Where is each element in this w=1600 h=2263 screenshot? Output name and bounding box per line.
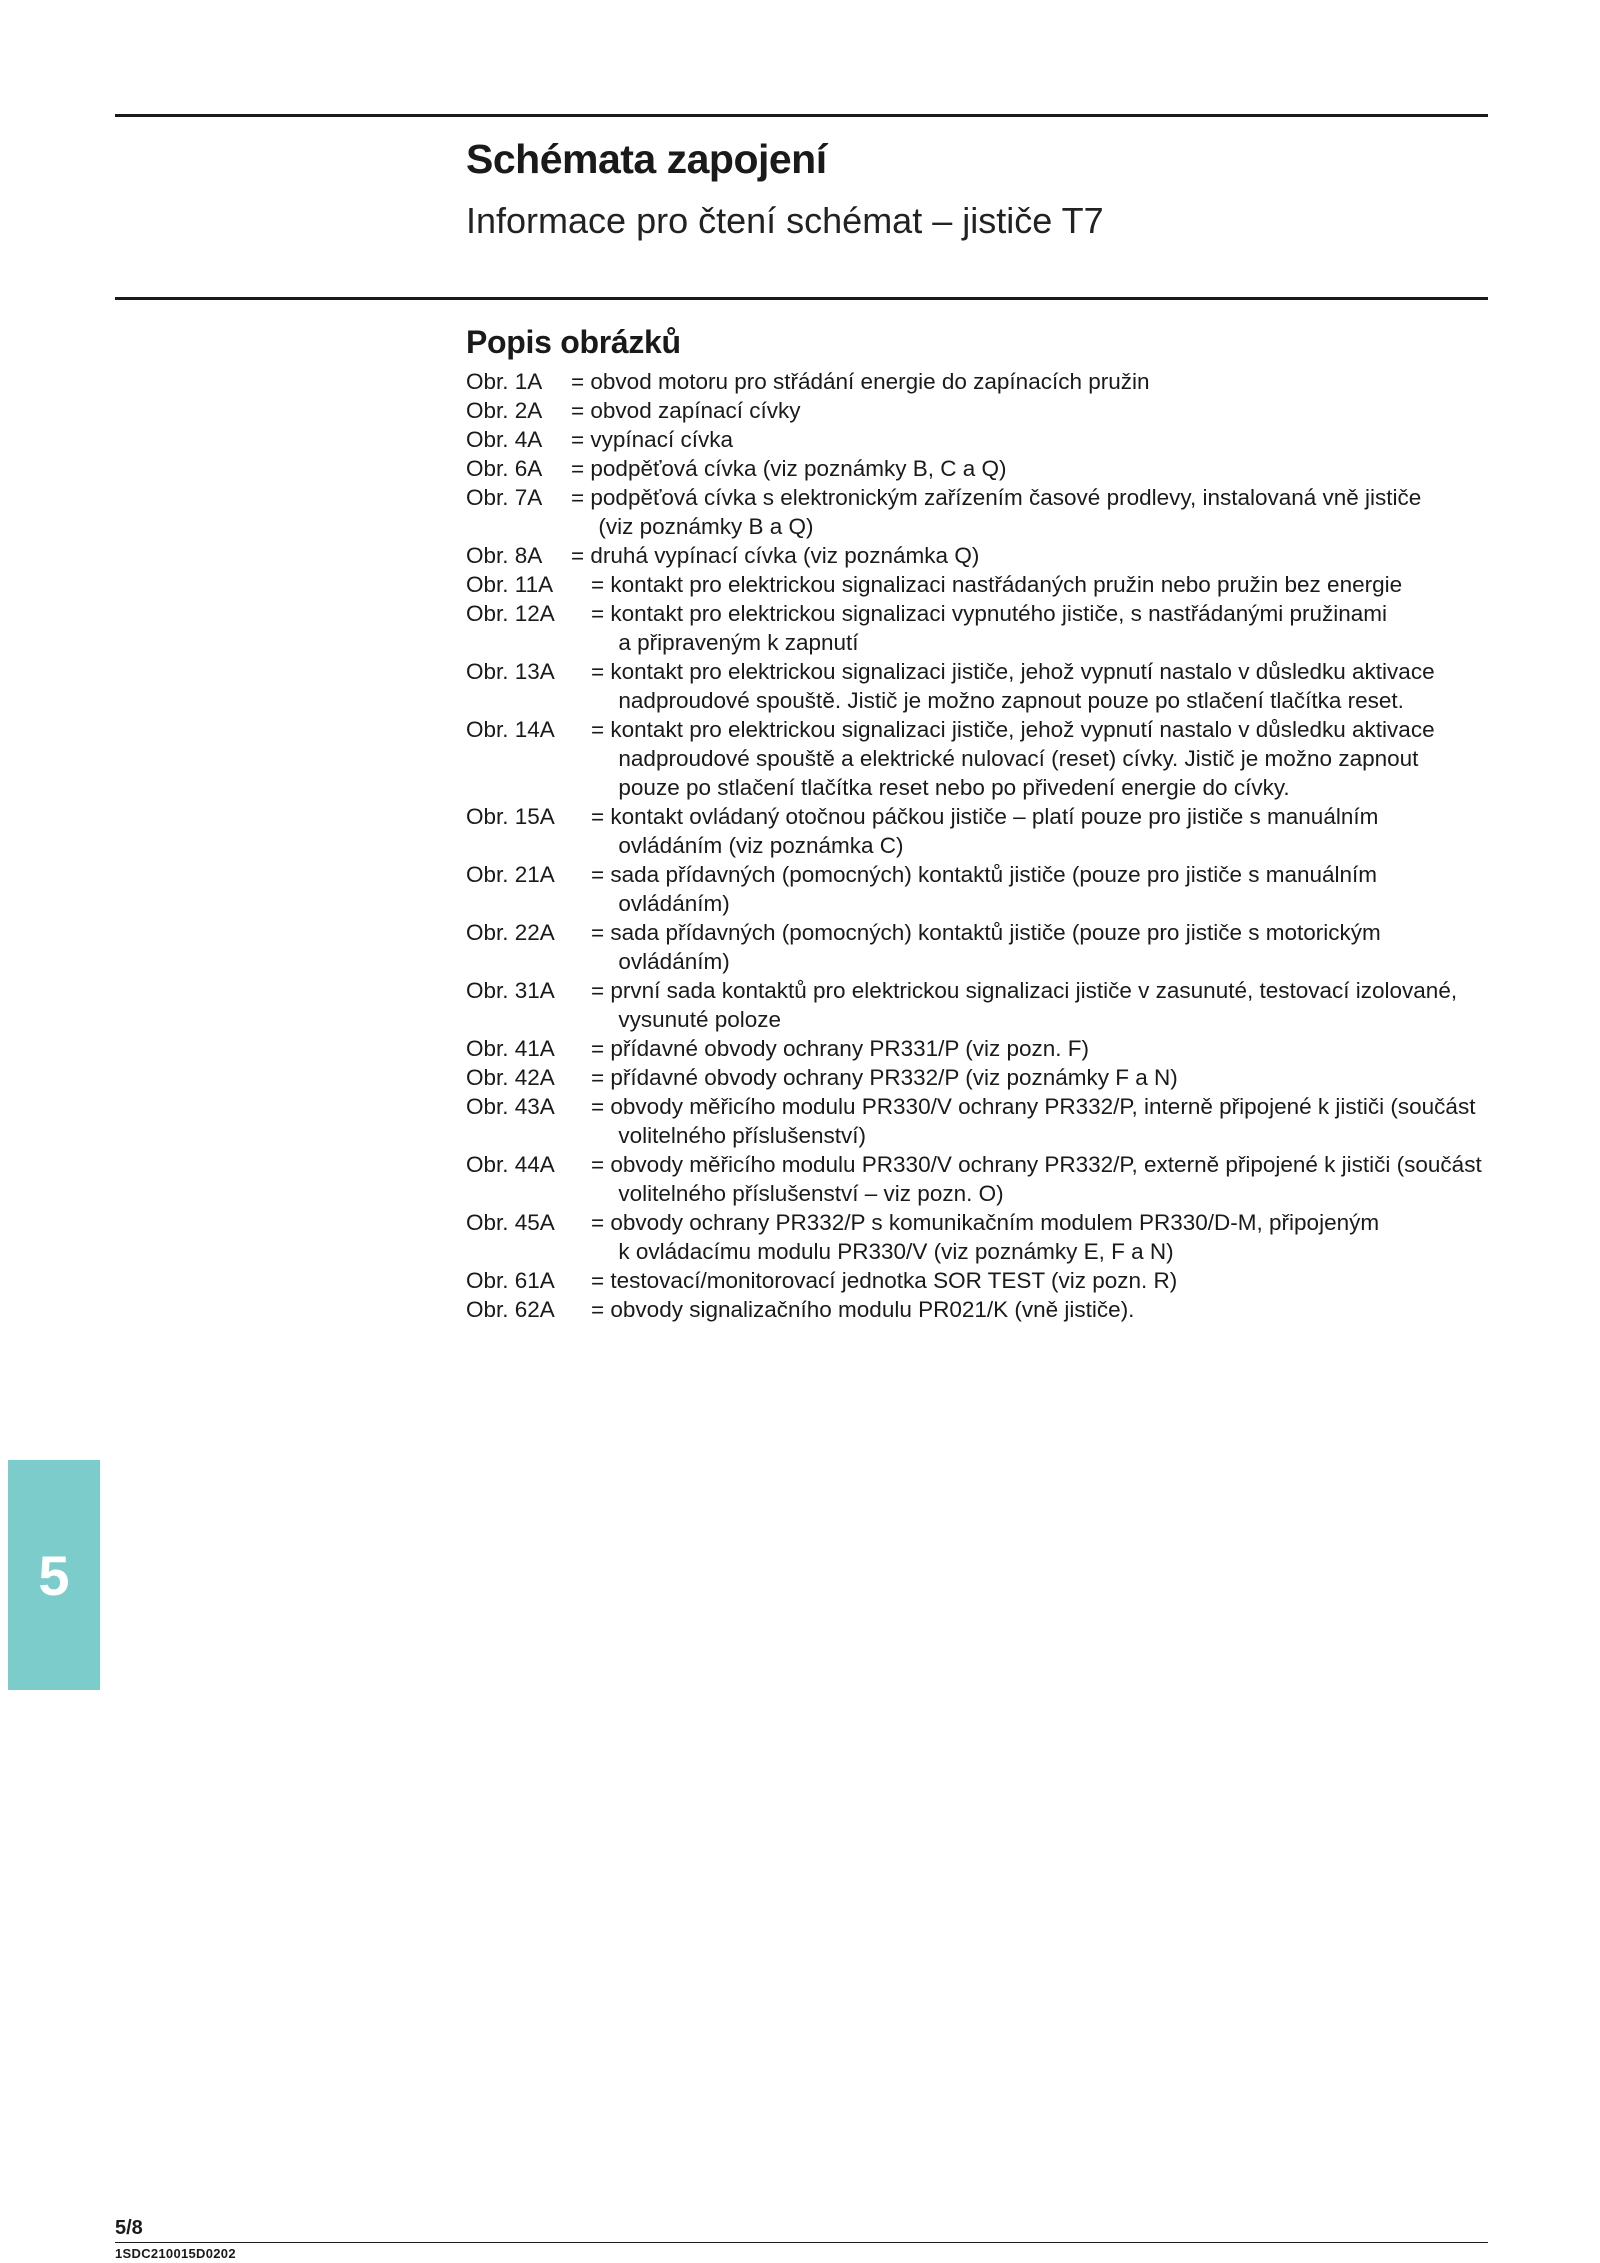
figure-ref: Obr. 15A	[466, 804, 555, 829]
header-bottom-rule	[115, 297, 1488, 300]
figure-description: kontakt pro elektrickou signalizaci jističe, jehož vypnutí nastalo v důsledku aktivace nadproudové spouště. Jistič je možno zapnout pouze po stlačení tlačítka reset.	[610, 659, 1435, 713]
list-item	[466, 396, 1488, 425]
list-item	[466, 976, 1488, 1034]
figure-description: podpěťová cívka (viz poznámky B, C a Q)	[590, 456, 1007, 481]
figure-description: vypínací cívka	[590, 427, 733, 452]
figure-description: přídavné obvody ochrany PR332/P (viz poznámky F a N)	[610, 1065, 1178, 1090]
list-item	[466, 541, 1488, 570]
equals-sign: =	[591, 1036, 611, 1061]
equals-sign: =	[591, 572, 611, 597]
list-item	[466, 1063, 1488, 1092]
figure-description: obvody měřicího modulu PR330/V ochrany PR332/P, interně připojené k jističi (součást volitelného příslušenství)	[610, 1094, 1476, 1148]
figure-ref: Obr. 45A	[466, 1210, 555, 1235]
equals-sign: =	[591, 920, 611, 945]
figure-description: druhá vypínací cívka (viz poznámka Q)	[590, 543, 980, 568]
equals-sign: =	[591, 1094, 611, 1119]
chapter-number: 5	[38, 1543, 70, 1607]
figure-description: kontakt pro elektrickou signalizaci jističe, jehož vypnutí nastalo v důsledku aktivace nadproudové spouště a elektrické nulovací (reset) cívky. Jistič je možno zapnout pouze po stlačení tlačítka reset nebo po přivedení energie do cívky.	[610, 717, 1435, 800]
figure-ref: Obr. 61A	[466, 1268, 555, 1293]
figure-ref: Obr. 43A	[466, 1094, 555, 1119]
equals-sign: =	[571, 456, 591, 481]
equals-sign: =	[591, 1268, 611, 1293]
list-item	[466, 802, 1488, 860]
figure-description: obvody měřicího modulu PR330/V ochrany PR332/P, externě připojené k jističi (součást volitelného příslušenství – viz pozn. O)	[610, 1152, 1482, 1206]
figure-ref: Obr. 12A	[466, 601, 555, 626]
list-item	[466, 918, 1488, 976]
page-title: Schémata zapojení	[466, 136, 827, 182]
figure-ref: Obr. 2A	[466, 398, 543, 423]
list-item	[466, 1150, 1488, 1208]
figure-description: testovací/monitorovací jednotka SOR TEST (viz pozn. R)	[610, 1268, 1178, 1293]
figure-description: sada přídavných (pomocných) kontaktů jističe (pouze pro jističe s motorickým ovládáním)	[610, 920, 1381, 974]
figure-description: podpěťová cívka s elektronickým zařízením časové prodlevy, instalovaná vně jističe (viz poznámky B a Q)	[590, 485, 1422, 539]
equals-sign: =	[591, 804, 611, 829]
list-item	[466, 599, 1488, 657]
equals-sign: =	[591, 862, 611, 887]
figure-description: sada přídavných (pomocných) kontaktů jističe (pouze pro jističe s manuálním ovládáním)	[610, 862, 1378, 916]
equals-sign: =	[591, 978, 611, 1003]
header-top-rule	[115, 114, 1488, 117]
figure-ref: Obr. 8A	[466, 543, 543, 568]
figure-description: obvody ochrany PR332/P s komunikačním modulem PR330/D-M, připojeným k ovládacímu modulu PR330/V (viz poznámky E, F a N)	[610, 1210, 1380, 1264]
list-item	[466, 1092, 1488, 1150]
list-item	[466, 367, 1488, 396]
equals-sign: =	[591, 717, 611, 742]
chapter-tab	[8, 1460, 100, 1690]
figure-ref: Obr. 11A	[466, 572, 554, 597]
equals-sign: =	[571, 543, 591, 568]
page-subtitle: Informace pro čtení schémat – jističe T7	[466, 200, 1104, 241]
figure-ref: Obr. 13A	[466, 659, 555, 684]
list-item	[466, 1266, 1488, 1295]
list-item	[466, 454, 1488, 483]
list-item	[466, 1208, 1488, 1266]
figure-ref: Obr. 62A	[466, 1297, 555, 1322]
list-item	[466, 1034, 1488, 1063]
list-item	[466, 483, 1488, 541]
figure-description: obvody signalizačního modulu PR021/K (vně jističe).	[610, 1297, 1135, 1322]
figure-ref: Obr. 31A	[466, 978, 555, 1003]
figure-ref: Obr. 7A	[466, 485, 543, 510]
figure-description: obvod zapínací cívky	[590, 398, 801, 423]
footer-rule	[115, 2242, 1488, 2243]
equals-sign: =	[571, 369, 591, 394]
list-item	[466, 425, 1488, 454]
figure-ref: Obr. 14A	[466, 717, 555, 742]
list-item	[466, 715, 1488, 802]
figure-ref: Obr. 22A	[466, 920, 555, 945]
figure-ref: Obr. 4A	[466, 427, 543, 452]
figure-description: kontakt ovládaný otočnou páčkou jističe – platí pouze pro jističe s manuálním ovládáním (viz poznámka C)	[610, 804, 1379, 858]
document-code: 1SDC210015D0202	[115, 2246, 236, 2261]
equals-sign: =	[591, 1152, 611, 1177]
figure-description: kontakt pro elektrickou signalizaci vypnutého jističe, s nastřádanými pružinami a připraveným k zapnutí	[610, 601, 1388, 655]
figure-description: kontakt pro elektrickou signalizaci nastřádaných pružin nebo pružin bez energie	[610, 572, 1403, 597]
equals-sign: =	[591, 601, 611, 626]
list-item	[466, 570, 1488, 599]
equals-sign: =	[571, 427, 591, 452]
figure-ref: Obr. 21A	[466, 862, 555, 887]
list-item	[466, 657, 1488, 715]
equals-sign: =	[591, 1210, 611, 1235]
equals-sign: =	[591, 1297, 611, 1322]
figure-description: obvod motoru pro střádání energie do zapínacích pružin	[590, 369, 1150, 394]
page-number: 5/8	[115, 2217, 143, 2239]
list-item	[466, 1295, 1488, 1324]
section-heading: Popis obrázků	[466, 324, 681, 360]
figure-description-list	[466, 367, 1488, 1324]
list-item	[466, 860, 1488, 918]
equals-sign: =	[571, 398, 591, 423]
equals-sign: =	[591, 659, 611, 684]
equals-sign: =	[571, 485, 591, 510]
figure-ref: Obr. 6A	[466, 456, 543, 481]
figure-description: přídavné obvody ochrany PR331/P (viz pozn. F)	[610, 1036, 1089, 1061]
figure-ref: Obr. 44A	[466, 1152, 555, 1177]
figure-description: první sada kontaktů pro elektrickou signalizaci jističe v zasunuté, testovací izolované, vysunuté poloze	[610, 978, 1458, 1032]
figure-ref: Obr. 1A	[466, 369, 543, 394]
figure-ref: Obr. 41A	[466, 1036, 555, 1061]
figure-ref: Obr. 42A	[466, 1065, 555, 1090]
equals-sign: =	[591, 1065, 611, 1090]
